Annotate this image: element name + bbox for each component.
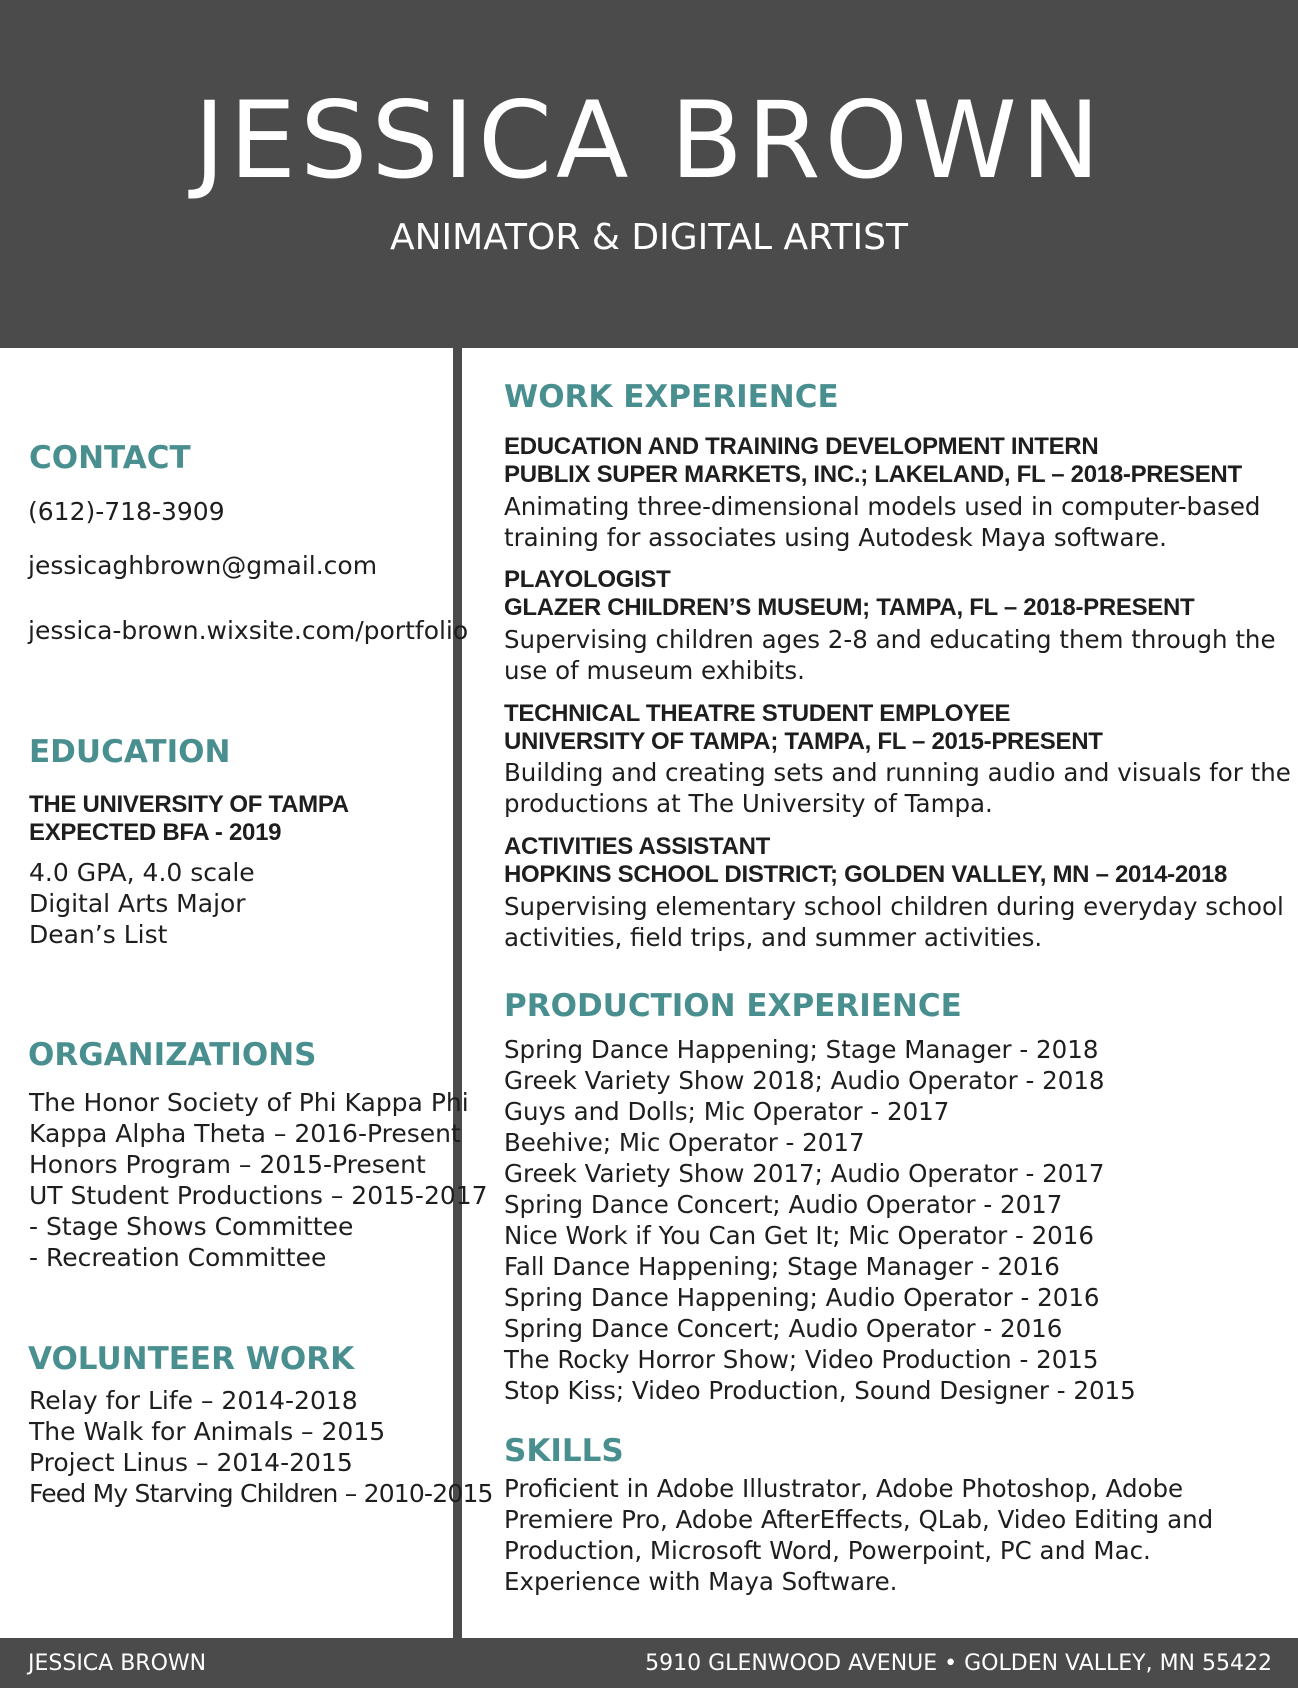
job-description: [504, 757, 1291, 819]
contact-website[interactable]: jessica-brown.wixsite.com/portfolio: [28, 616, 469, 645]
footer-name: JESSICA BROWN: [28, 1651, 207, 1676]
skills-heading: SKILLS: [504, 1433, 624, 1469]
production-list: [504, 1034, 1136, 1406]
header-banner: [0, 0, 1298, 348]
production-item: Guys and Dolls; Mic Operator - 2017: [504, 1097, 950, 1126]
job-description-line: Animating three-dimensional models used in computer-based: [504, 492, 1261, 521]
organization-item: - Recreation Committee: [29, 1243, 327, 1272]
contact-phone: (612)-718-3909: [28, 497, 225, 526]
job-org: UNIVERSITY OF TAMPA; TAMPA, FL – 2015-PRESENT: [504, 728, 1103, 755]
production-item: Greek Variety Show 2018; Audio Operator - 2018: [504, 1066, 1105, 1095]
organization-item: Honors Program – 2015-Present: [29, 1150, 426, 1179]
skills-line: Production, Microsoft Word, Powerpoint, PC and Mac.: [504, 1536, 1151, 1565]
job-description: [504, 491, 1261, 553]
organizations-list: [29, 1087, 488, 1273]
production-item: Greek Variety Show 2017; Audio Operator - 2017: [504, 1159, 1105, 1188]
production-item: Beehive; Mic Operator - 2017: [504, 1128, 865, 1157]
organization-item: Kappa Alpha Theta – 2016-Present: [29, 1119, 461, 1148]
job-description-line: Supervising elementary school children during everyday school: [504, 892, 1284, 921]
education-degree: EXPECTED BFA - 2019: [29, 819, 282, 846]
organization-item: - Stage Shows Committee: [29, 1212, 354, 1241]
job-org: GLAZER CHILDREN’S MUSEUM; TAMPA, FL – 2018-PRESENT: [504, 594, 1195, 621]
job-role: PLAYOLOGIST: [504, 566, 671, 593]
production-item: Nice Work if You Can Get It; Mic Operator - 2016: [504, 1221, 1094, 1250]
production-item: Spring Dance Concert; Audio Operator - 2017: [504, 1190, 1063, 1219]
contact-heading: CONTACT: [29, 440, 191, 476]
job-description-line: Building and creating sets and running audio and visuals for the: [504, 758, 1291, 787]
production-heading: PRODUCTION EXPERIENCE: [504, 988, 962, 1024]
footer-bar: [0, 1638, 1298, 1688]
production-item: Spring Dance Happening; Stage Manager - 2018: [504, 1035, 1099, 1064]
skills-line: Experience with Maya Software.: [504, 1567, 898, 1596]
volunteer-list: [29, 1385, 493, 1509]
production-item: The Rocky Horror Show; Video Production - 2015: [504, 1345, 1099, 1374]
production-item: Spring Dance Concert; Audio Operator - 2016: [504, 1314, 1063, 1343]
contact-email[interactable]: jessicaghbrown@gmail.com: [28, 551, 378, 580]
job-description-line: training for associates using Autodesk Maya software.: [504, 523, 1167, 552]
education-detail: 4.0 GPA, 4.0 scale: [29, 858, 255, 887]
footer-address: 5910 GLENWOOD AVENUE • GOLDEN VALLEY, MN 55422: [645, 1651, 1272, 1676]
job-description: [504, 624, 1276, 686]
volunteer-item: Project Linus – 2014-2015: [29, 1448, 353, 1477]
skills-line: Proficient in Adobe Illustrator, Adobe Photoshop, Adobe: [504, 1474, 1184, 1503]
job-description-line: activities, field trips, and summer activities.: [504, 923, 1043, 952]
skills-line: Premiere Pro, Adobe AfterEffects, QLab, Video Editing and: [504, 1505, 1214, 1534]
volunteer-heading: VOLUNTEER WORK: [28, 1341, 355, 1377]
job-role: ACTIVITIES ASSISTANT: [504, 833, 771, 860]
candidate-name: JESSICA BROWN: [193, 79, 1105, 202]
job-description-line: Supervising children ages 2-8 and educating them through the: [504, 625, 1276, 654]
organization-item: The Honor Society of Phi Kappa Phi: [29, 1088, 469, 1117]
education-detail: Digital Arts Major: [29, 889, 246, 918]
job-role: EDUCATION AND TRAINING DEVELOPMENT INTERN: [504, 433, 1099, 460]
candidate-title: ANIMATOR & DIGITAL ARTIST: [389, 217, 908, 258]
organization-item: UT Student Productions – 2015-2017: [29, 1181, 488, 1210]
job-description: [504, 891, 1284, 953]
volunteer-item: Relay for Life – 2014-2018: [29, 1386, 358, 1415]
organizations-heading: ORGANIZATIONS: [28, 1037, 317, 1073]
education-school: THE UNIVERSITY OF TAMPA: [29, 791, 349, 818]
production-item: Fall Dance Happening; Stage Manager - 2016: [504, 1252, 1060, 1281]
education-detail: Dean’s List: [29, 920, 168, 949]
job-description-line: productions at The University of Tampa.: [504, 789, 993, 818]
job-org: PUBLIX SUPER MARKETS, INC.; LAKELAND, FL – 2018-PRESENT: [504, 461, 1242, 488]
job-role: TECHNICAL THEATRE STUDENT EMPLOYEE: [504, 700, 1011, 727]
production-item: Spring Dance Happening; Audio Operator - 2016: [504, 1283, 1100, 1312]
education-heading: EDUCATION: [29, 734, 231, 770]
volunteer-item: Feed My Starving Children – 2010-2015: [29, 1479, 493, 1508]
job-org: HOPKINS SCHOOL DISTRICT; GOLDEN VALLEY, MN – 2014-2018: [504, 861, 1228, 888]
education-details: [29, 857, 255, 950]
production-item: Stop Kiss; Video Production, Sound Designer - 2015: [504, 1376, 1136, 1405]
work-heading: WORK EXPERIENCE: [504, 379, 839, 415]
job-description-line: use of museum exhibits.: [504, 656, 805, 685]
volunteer-item: The Walk for Animals – 2015: [29, 1417, 386, 1446]
skills-text: [504, 1473, 1213, 1597]
